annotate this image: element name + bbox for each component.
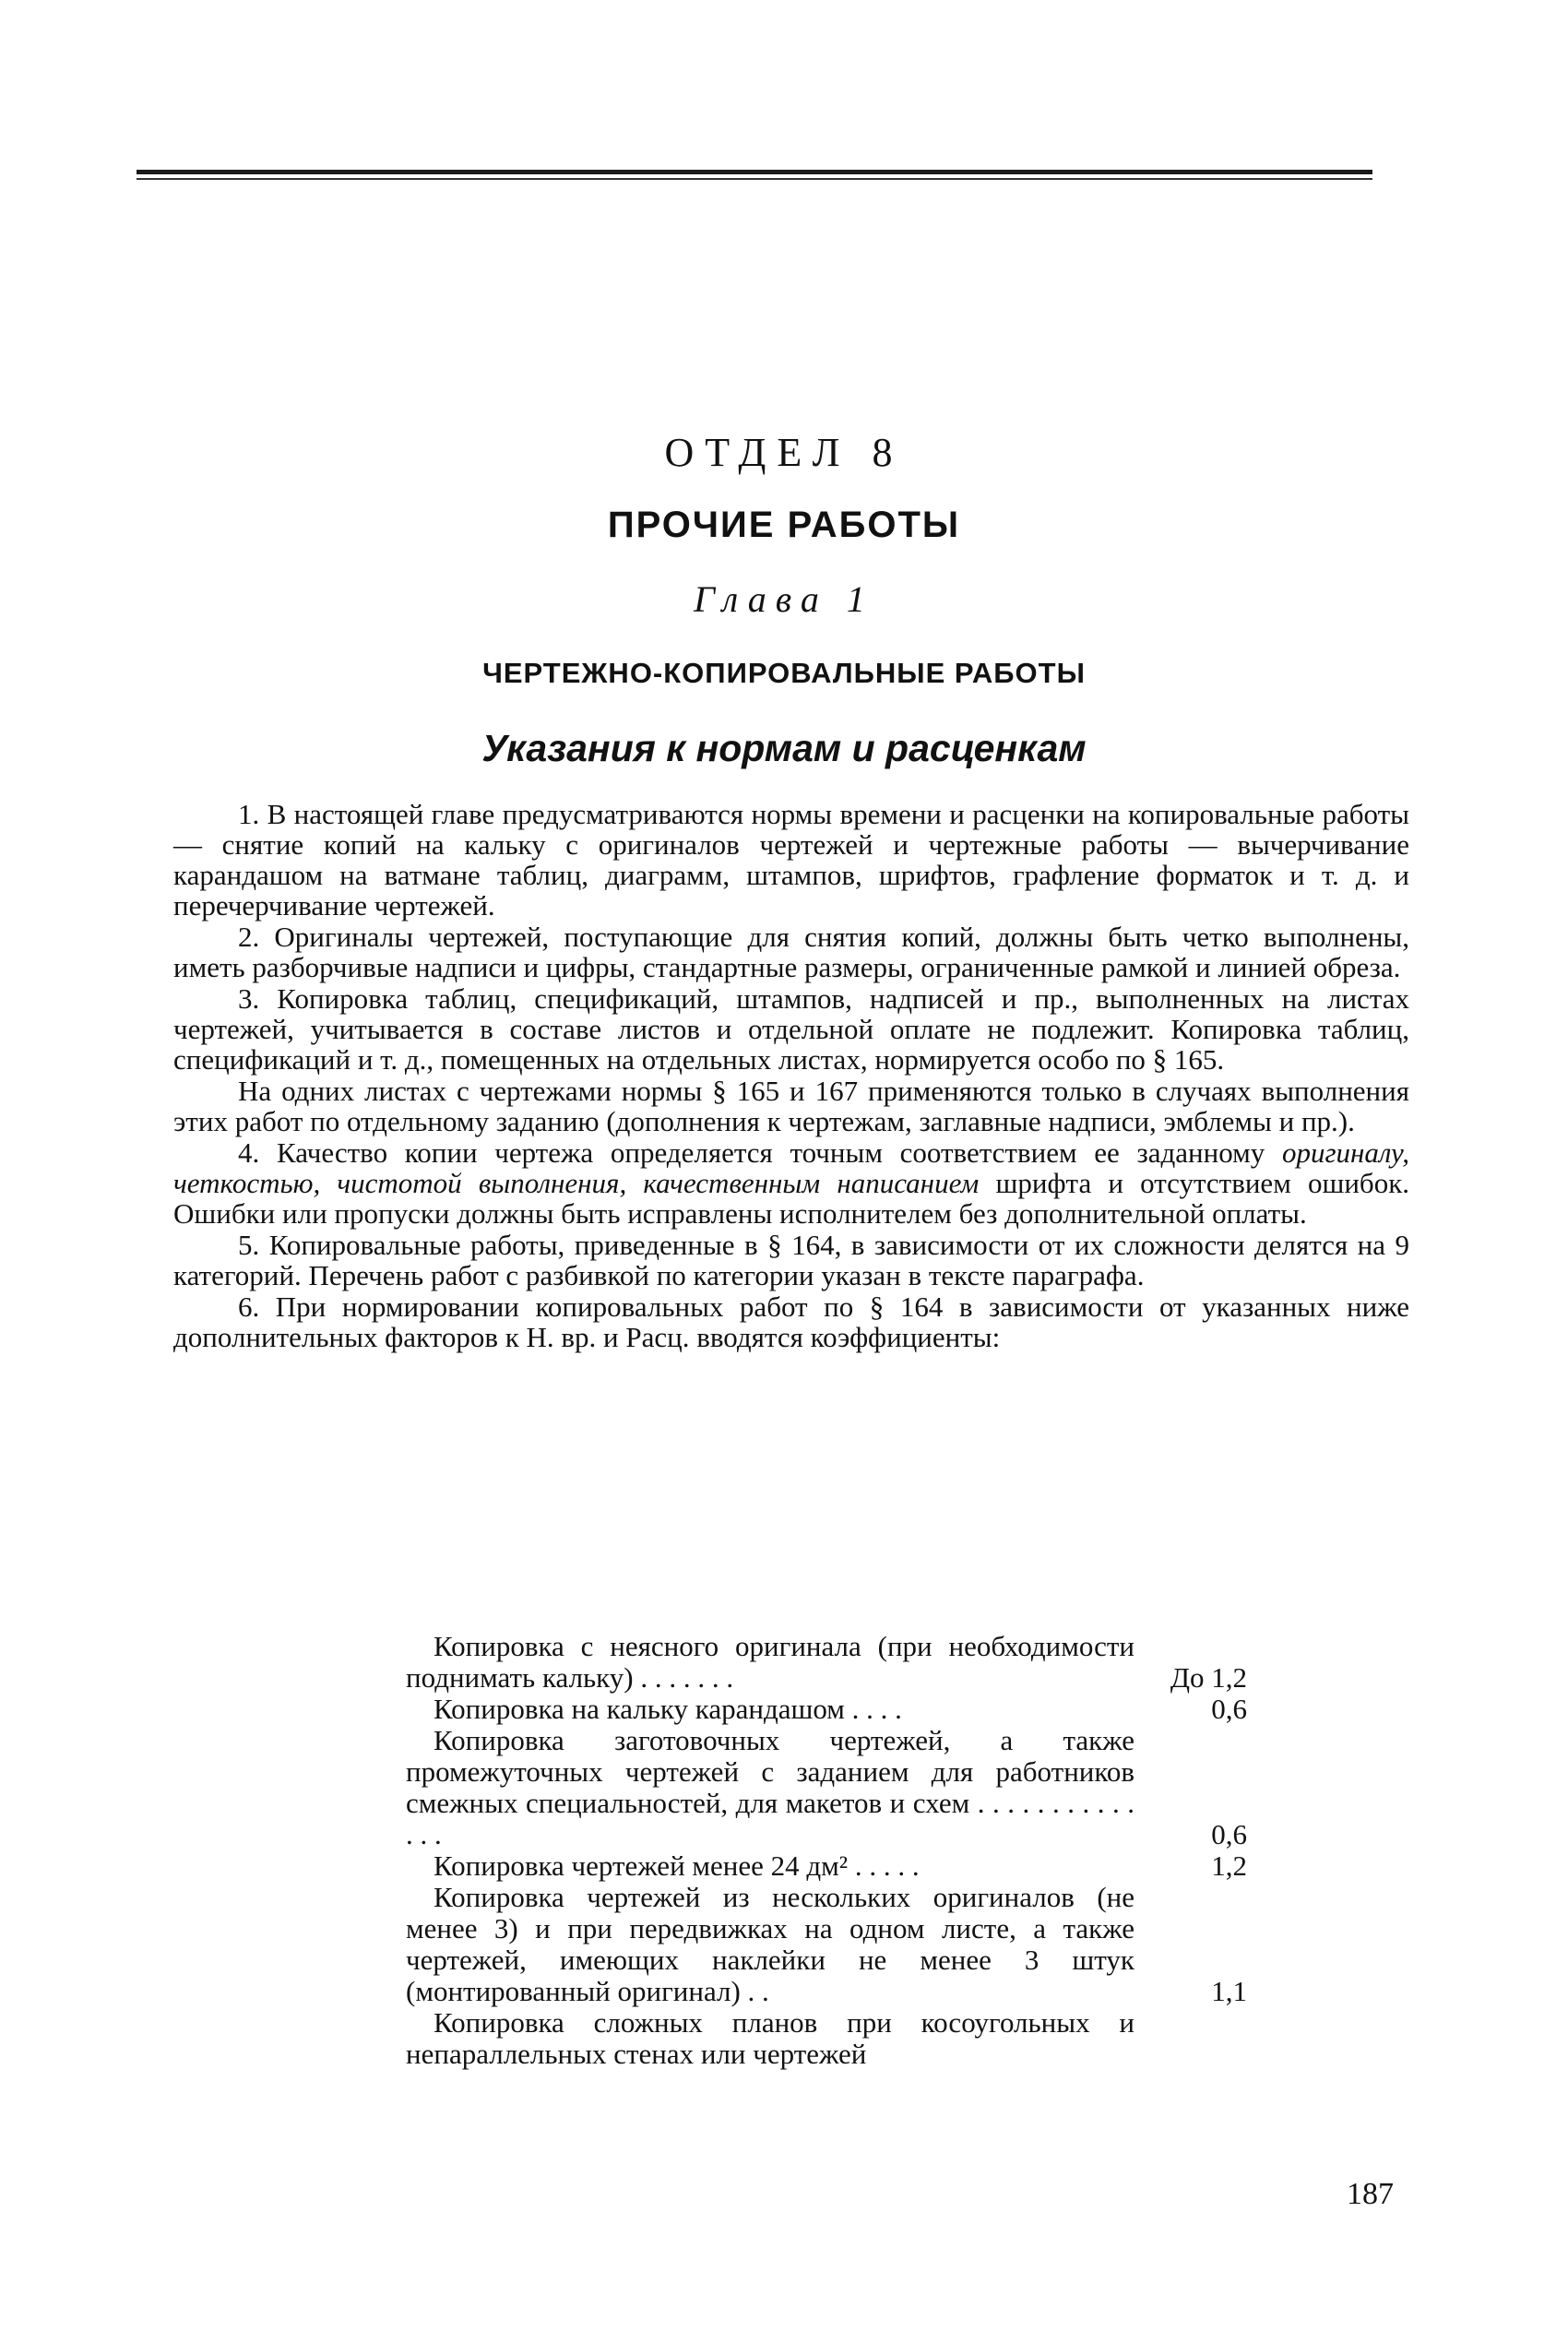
section-title: ПРОЧИЕ РАБОТЫ bbox=[607, 505, 961, 545]
paragraph-5: 5. Копировальные работы, приведенные в § 164, в зависимости от их сложности делятся на 9 категорий. Перечень работ с разбивкой по категории указан в тексте параграфа. bbox=[173, 1229, 1409, 1291]
chapter-heading: Глава 1 bbox=[694, 578, 874, 620]
body-text bbox=[173, 799, 1409, 1353]
paragraph-3: 3. Копировка таблиц, спецификаций, штампов, надписей и пр., выполненных на листах чертежей, учитывается в составе листов и отдельной оплате не подлежит. Копировка таблиц, спецификаций и т. д., помещенных на отдельных листах, нормируется особо по § 165. bbox=[173, 982, 1409, 1076]
coefficient-value: До 1,2 bbox=[1170, 1661, 1247, 1694]
chapter-title: ЧЕРТЕЖНО-КОПИРОВАЛЬНЫЕ РАБОТЫ bbox=[482, 657, 1086, 689]
coefficient-row bbox=[406, 1725, 1254, 1850]
coefficient-list bbox=[406, 1631, 1254, 2070]
coefficient-value: 0,6 bbox=[1211, 1818, 1247, 1850]
coefficient-text: Копировка чертежей менее 24 дм² . . . . . bbox=[434, 1849, 920, 1882]
header-rule bbox=[137, 170, 1372, 174]
coefficient-row bbox=[406, 1882, 1254, 2007]
coefficient-text: Копировка сложных планов при косоугольных и непараллельных стенах или чертежей bbox=[406, 2006, 1134, 2070]
header-rule-thin bbox=[137, 178, 1372, 180]
coefficient-text: Копировка заготовочных чертежей, а также промежуточных чертежей с заданием для работников смежных специальностей, для макетов и схем . . . . . . . . . . . . . . bbox=[406, 1724, 1134, 1850]
coefficient-text: Копировка чертежей из нескольких оригиналов (не менее 3) и при передвижках на одном листе, а также чертежей, имеющих наклейки не менее 3 штук (монтированный оригинал) . . bbox=[406, 1881, 1134, 2007]
coefficient-row bbox=[406, 1850, 1254, 1882]
subtitle: Указания к нормам и расценкам bbox=[481, 727, 1087, 769]
coefficient-row bbox=[406, 1694, 1254, 1725]
coefficient-value: 0,6 bbox=[1211, 1693, 1247, 1725]
paragraph-1: 1. В настоящей главе предусматриваются нормы времени и расценки на копировальные работы — снятие копий на кальку с оригиналов чертежей и чертежные работы — вычерчивание карандашом на ватмане таблиц, диаграмм, штампов, шрифтов, графление форматок и т. д. и перечерчивание чертежей. bbox=[173, 798, 1409, 922]
paragraph-4-end: шрифта и отсутствием ошибок. Ошибки или пропуски должны быть исправлены исполнителем без дополнительной оплаты. bbox=[173, 1167, 1409, 1230]
page-number: 187 bbox=[1347, 2177, 1394, 2211]
coefficient-row bbox=[406, 1631, 1254, 1694]
coefficient-value: 1,1 bbox=[1211, 1975, 1247, 2007]
section-heading: ОТДЕЛ 8 bbox=[664, 430, 904, 475]
paragraph-4-start: 4. Качество копии чертежа определяется точным соответствием ее заданному bbox=[238, 1136, 1282, 1169]
paragraph-4 bbox=[173, 1137, 1409, 1229]
paragraph-3-note: На одних листах с чертежами нормы § 165 и 167 применяются только в случаях выполнения этих работ по отдельному заданию (дополнения к чертежам, заглавные надписи, эмблемы и пр.). bbox=[173, 1075, 1409, 1137]
paragraph-4-italic: оригиналу, четкостью, чистотой выполнения, качественным написанием bbox=[173, 1136, 1409, 1199]
paragraph-2: 2. Оригиналы чертежей, поступающие для снятия копий, должны быть четко выполнены, иметь разборчивые надписи и цифры, стандартные размеры, ограниченные рамкой и линией обреза. bbox=[173, 921, 1409, 983]
coefficient-row bbox=[406, 2007, 1254, 2070]
paragraph-6: 6. При нормировании копировальных работ по § 164 в зависимости от указанных ниже дополнительных факторов к Н. вр. и Расц. вводятся коэффициенты: bbox=[173, 1290, 1409, 1353]
coefficient-value: 1,2 bbox=[1211, 1849, 1247, 1882]
coefficient-text: Копировка с неясного оригинала (при необходимости поднимать кальку) . . . . . . . bbox=[406, 1630, 1134, 1694]
coefficient-text: Копировка на кальку карандашом . . . . bbox=[434, 1693, 902, 1725]
